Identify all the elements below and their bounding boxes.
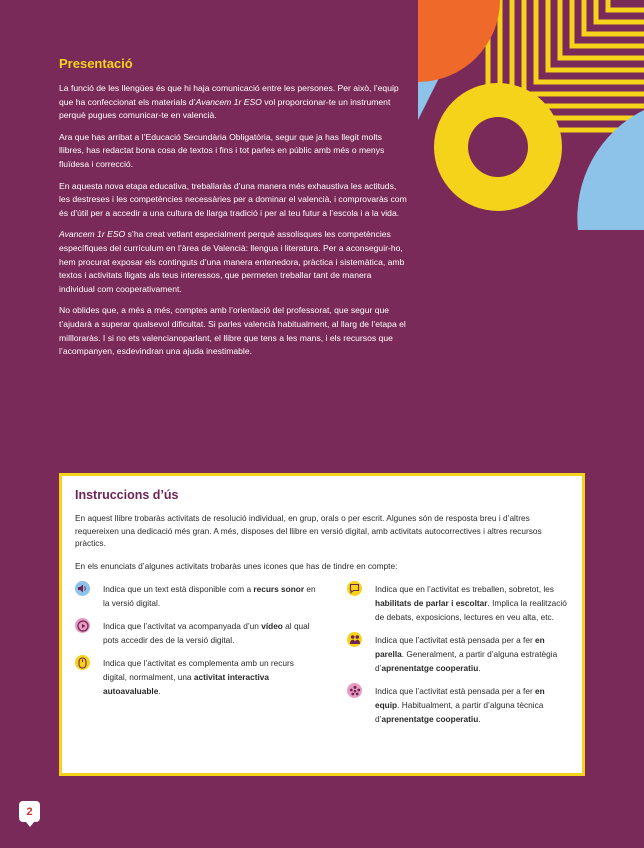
decorative-shapes	[418, 0, 644, 230]
speech-bubble-icon	[347, 581, 362, 596]
icon-legend-left-column	[75, 582, 320, 735]
pair-icon	[347, 632, 362, 647]
decorative-artwork	[418, 0, 644, 230]
play-icon	[75, 618, 90, 633]
instructions-lead: En aquest llibre trobaràs activitats de resolució individual, en grup, orals o per escrit. Algunes són de resposta breu i d’altres requereixen una dedicació més gran. A més, disposes del llibre en versió digital, amb activitats autocorrectives i altres recursos pràctics.	[75, 513, 542, 548]
presentation-paragraph-3: En aquesta nova etapa educativa, treballaràs d’una manera més exhaustiva les actituds, les destreses i les competències necessàries per a dominar el valencià, i comprovaràs com és d’útil per a accedir a una cultura de llarga tradició i per al teu futur a l’escola i a la vida.	[59, 180, 407, 218]
legend-item: Indica que l’activitat està pensada per a fer en parella. Generalment, a partir d’alguna estratègia d’aprenentatge cooperatiu.	[347, 633, 569, 675]
instructions-icons-intro: En els enunciats d’algunes activitats trobaràs unes icones que has de tindre en compte:	[75, 560, 398, 571]
presentation-paragraph-5: No oblides que, a més a més, comptes amb l’orientació del professorat, que segur que t’ajudarà a superar qualsevol dificultat. Si parles valencià habitualment, al llarg de l’etapa el millloraràs. I si no ets valencianoparlant, el llibre que tens a les mans, i els recursos que l’acompanyen, esdevindran una ajuda inestimable.	[59, 305, 406, 357]
legend-item: Indica que en l’activitat es treballen, sobretot, les habilitats de parlar i escoltar. Implica la realització de debats, exposicions, lectures en veu alta, etc.	[347, 582, 569, 624]
icon-legend-right-column	[347, 582, 569, 735]
legend-item: Indica que l’activitat està pensada per a fer en equip. Habitualment, a partir d’alguna tècnica d’aprenentatge cooperatiu.	[347, 684, 569, 726]
presentation-title: Presentació	[59, 56, 133, 71]
presentation-section	[59, 56, 409, 367]
presentation-paragraph-1: La funció de les llengües és que hi haja comunicació entre les persones. Per això, l’equip que ha confeccionat els materials d’Avancem 1r ESO vol proporcionar-te un instrument perquè pugues comunicar-te en valencià.	[59, 83, 399, 121]
legend-item: Indica que l’activitat es complementa amb un recurs digital, normalment, una activitat interactiva autoavaluable.	[75, 656, 320, 698]
team-icon	[347, 683, 362, 698]
instructions-box	[59, 473, 585, 776]
presentation-paragraph-2: Ara que has arribat a l’Educació Secundària Obligatòria, segur que ja has llegit molts llibres, has redactat bona cosa de textos i fins i tot parles en públic amb més o menys fluïdesa i correcció.	[59, 131, 385, 169]
legend-item: Indica que un text està disponible com a recurs sonor en la versió digital.	[75, 582, 320, 610]
presentation-paragraph-4: Avancem 1r ESO s’ha creat vetlant especialment perquè assolisques les competències específiques del currículum en l’àrea de Valencià: llengua i literatura. Per a aconseguir-ho, hem procurat exposar els continguts d’una manera entenedora, pràctica i sistemàtica, amb textos i activitats lligats als teus interessos, que permeten treballar tant de manera individual com cooperativament.	[59, 229, 405, 294]
instructions-title: Instruccions d’ús	[75, 488, 179, 502]
legend-item: Indica que l’activitat va acompanyada d’un vídeo al qual pots accedir des de la versió digital.	[75, 619, 320, 647]
mouse-icon	[75, 655, 90, 670]
speaker-icon	[75, 581, 90, 596]
page-number: 2	[19, 801, 40, 822]
